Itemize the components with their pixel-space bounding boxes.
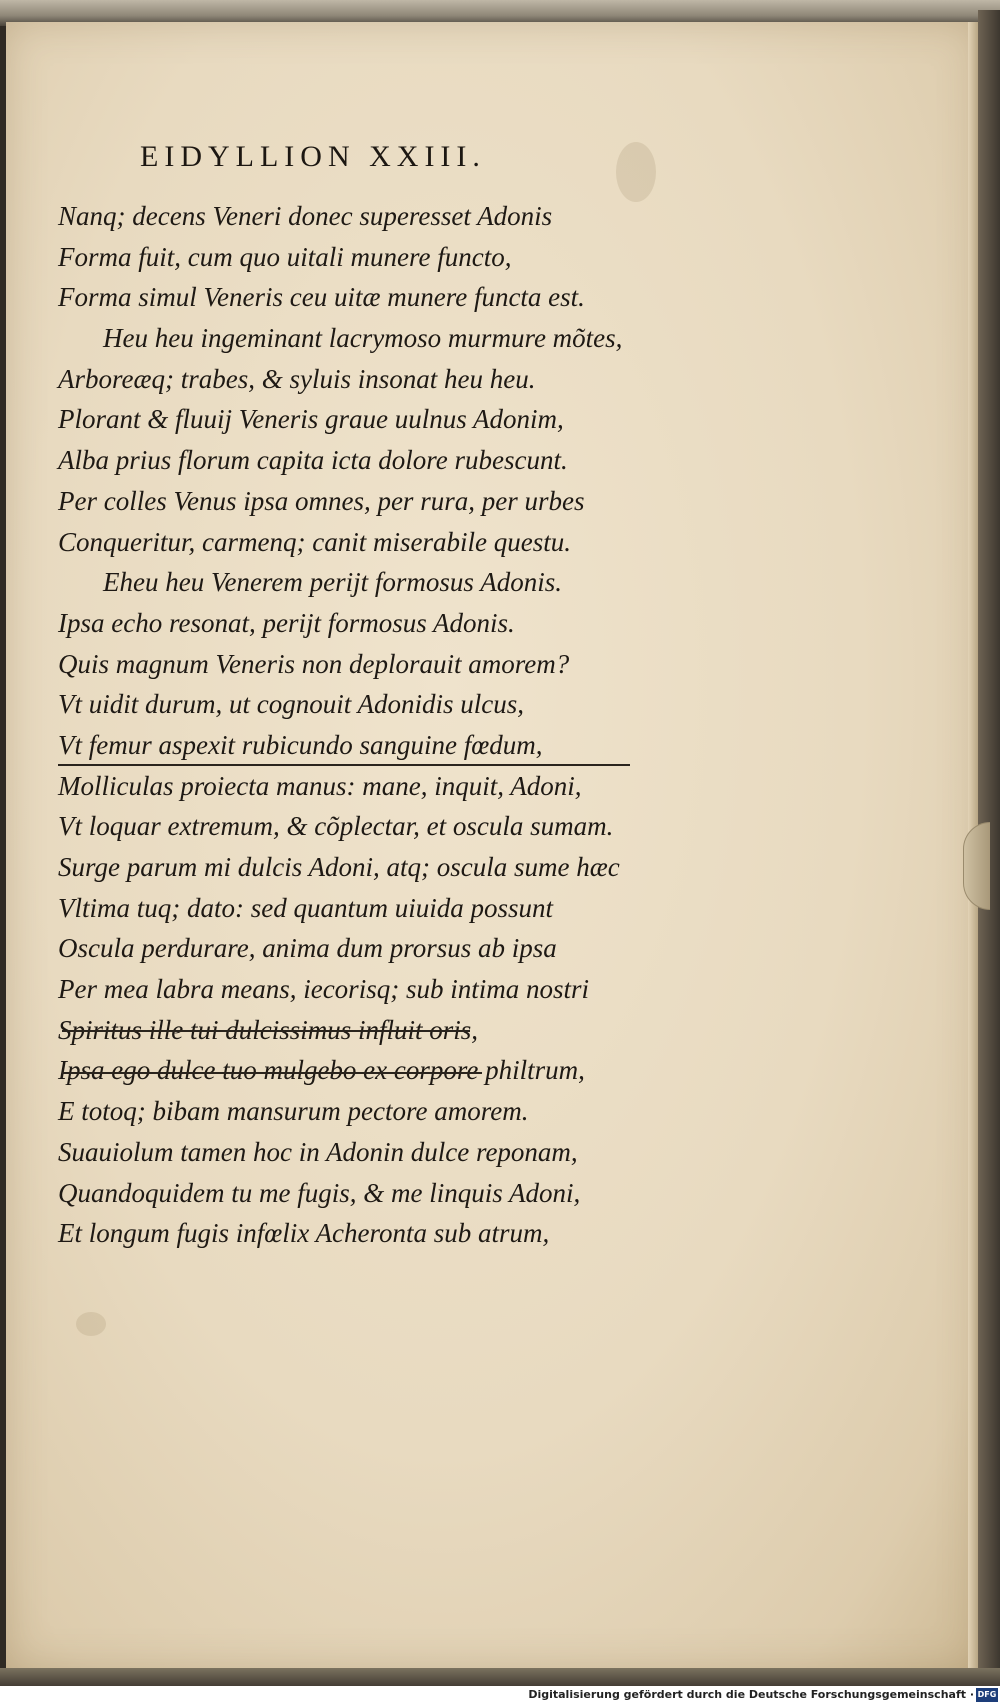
verse-line: Surge parum mi dulcis Adoni, atq; oscula sume hæc [58,852,620,882]
verse-line: Forma fuit, cum quo uitali munere functo, [58,241,512,272]
verse-line: Et longum fugis infœlix Acheronta sub atrum, [58,1218,550,1249]
verse-line: Molliculas proiecta manus: mane, inquit, Adoni, [58,770,582,801]
handwritten-underline [62,1030,470,1032]
thumb-index-tab [963,822,990,910]
verse-line: Arboreæq; trabes, & syluis insonat heu heu. [58,363,536,394]
handwritten-underline [62,1072,482,1074]
verse-line: Per mea labra means, iecorisq; sub intima nostri [58,974,589,1005]
verse-line: Alba prius florum capita icta dolore rubescunt. [58,445,568,476]
verse-line: Conqueritur, carmenq; canit miserabile questu. [58,526,571,557]
digitization-credit: Digitalisierung gefördert durch die Deutsche Forschungsgemeinschaft · [528,1688,974,1701]
handwritten-underline [58,764,630,766]
verse-line: Eheu heu Venerem perijt formosus Adonis. [103,567,562,598]
running-head: EIDYLLION XXIII. [140,140,486,173]
verse-line: Vt loquar extremum, & cõplectar, et oscula sumam. [58,811,614,842]
paper-stain [616,142,656,202]
verse-line: E totoq; bibam mansurum pectore amorem. [58,1096,529,1127]
paper-stain [76,1312,106,1336]
verse-line: Plorant & fluuij Veneris graue uulnus Adonim, [58,404,564,435]
verse-line: Ipsa ego dulce tuo mulgebo ex corpore philtrum, [58,1055,585,1086]
verse-line: Per colles Venus ipsa omnes, per rura, per urbes [58,485,585,516]
verse-line: Spiritus ille tui dulcissimus influit oris, [58,1014,479,1045]
verse-line: Oscula perdurare, anima dum prorsus ab ipsa [58,933,557,964]
verse-line: Nanq; decens Veneri donec superesset Adonis [58,201,553,231]
verse-line: Forma simul Veneris ceu uitæ munere functa est. [58,282,585,313]
verse-line: Vltima tuq; dato: sed quantum uiuida possunt [58,892,553,923]
verse-line: Vt uidit durum, ut cognouit Adonidis ulcus, [58,689,525,720]
verse-line: Suauiolum tamen hoc in Adonin dulce reponam, [58,1136,578,1167]
poem-text-block [58,196,718,1254]
verse-line: Quandoquidem tu me fugis, & me linquis Adoni, [58,1177,581,1208]
verse-line: Ipsa echo resonat, perijt formosus Adonis. [58,607,515,638]
verse-line: Quis magnum Veneris non deplorauit amorem? [58,648,570,679]
verse-line: Vt femur aspexit rubicundo sanguine fœdum, [58,729,543,760]
dfg-logo: DFG [976,1688,998,1702]
bottom-page-edge [0,1668,1000,1688]
verse-line: Heu heu ingeminant lacrymoso murmure mõtes, [103,323,623,354]
